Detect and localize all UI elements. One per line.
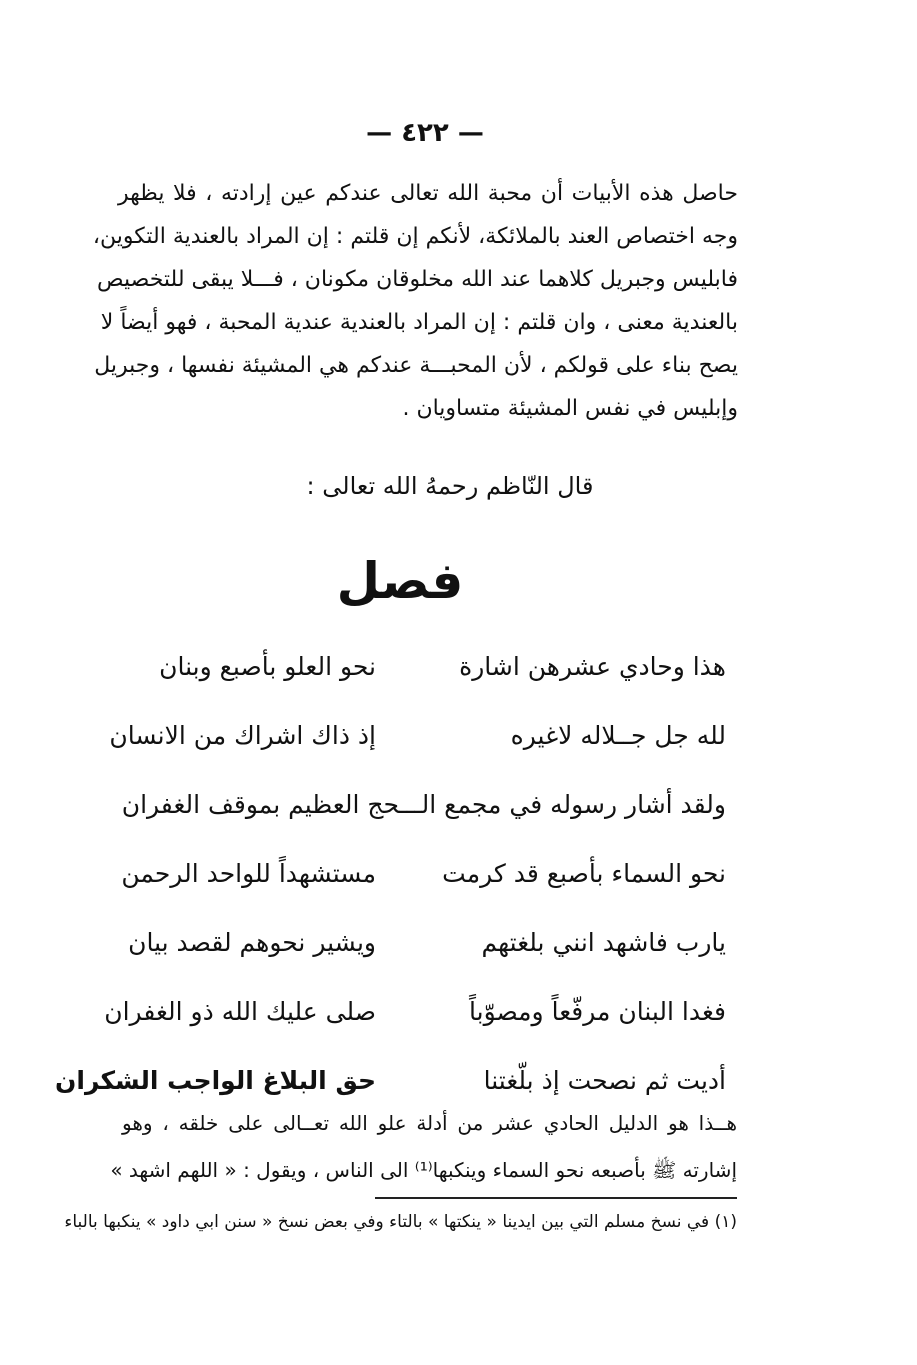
second-hemistich: نحو العلو بأصبع وبنان	[159, 652, 376, 681]
commentary-line: وإبليس في نفس المشيئة متساويان .	[402, 396, 738, 421]
poem-verse	[126, 921, 726, 990]
section-heading: فصل	[336, 552, 464, 610]
closing-paragraph	[110, 1100, 737, 1194]
poem-verse	[104, 990, 726, 1059]
first-hemistich: نحو السماء بأصبع قد كرمت	[442, 859, 726, 888]
commentary-line: فابليس وجبريل كلاهما عند الله مخلوقان مكونان ، فـــلا يبقى للتخصيص	[97, 267, 738, 292]
poem-verse	[126, 645, 726, 714]
page-number: — ٤٢٢ —	[366, 118, 484, 148]
second-hemistich: ويشير نحوهم لقصد بيان	[128, 928, 376, 957]
second-hemistich: إذ ذاك اشراك من الانسان	[109, 721, 376, 750]
commentary-line: وجه اختصاص العند بالملائكة، لأنكم إن قلتم : إن المراد بالعندية التكوين،	[92, 224, 738, 249]
poem	[55, 645, 726, 1128]
poem-verse	[121, 852, 726, 921]
second-hemistich: مستشهداً للواحد الرحمن	[121, 859, 376, 888]
commentary-line: حاصل هذه الأبيات أن محبة الله تعالى عندكم عين إرادته ، فلا يظهر	[118, 181, 738, 206]
poem-intro: قال النّاظم رحمهُ الله تعالى :	[306, 472, 594, 500]
first-hemistich: أديت ثم نصحت إذ بلّغتنا	[483, 1066, 726, 1095]
poem-verse	[121, 783, 726, 852]
first-hemistich: هذا وحادي عشرهن اشارة	[459, 652, 726, 681]
commentary-line: يصح بناء على قولكم ، لأن المحبـــة عندكم هي المشيئة نفسها ، وجبريل	[94, 353, 738, 378]
full-verse-line: ولقد أشار رسوله في مجمع الـــحج العظيم بموقف الغفران	[121, 790, 726, 819]
commentary-line: بالعندية معنى ، وان قلتم : إن المراد بالعندية عندية المحبة ، فهو أيضاً لا	[100, 310, 738, 335]
poem-verse	[109, 714, 726, 783]
first-hemistich: لله جل جــلاله لاغيره	[510, 721, 726, 750]
first-hemistich: يارب فاشهد انني بلغتهم	[481, 928, 726, 957]
commentary-paragraph	[92, 172, 738, 430]
footnote: (١) في نسخ مسلم التي بين ايدينا « ينكتها » بالتاء وفي بعض نسخ « سنن ابي داود » ينكبها بالباء	[64, 1212, 737, 1232]
closing-line: إشارته ﷺ بأصبعه نحو السماء وينكبها⁽¹⁾ الى الناس ، ويقول : « اللهم اشهد »	[110, 1158, 737, 1182]
first-hemistich: فغدا البنان مرفّعاً ومصوّباً	[469, 997, 726, 1026]
second-hemistich: حق البلاغ الواجب الشكران	[55, 1066, 376, 1095]
second-hemistich: صلى عليك الله ذو الغفران	[104, 997, 376, 1026]
footnote-divider	[375, 1197, 737, 1199]
closing-line: هــذا هو الدليل الحادي عشر من أدلة علو الله تعــالى على خلقه ، وهو	[122, 1111, 737, 1135]
